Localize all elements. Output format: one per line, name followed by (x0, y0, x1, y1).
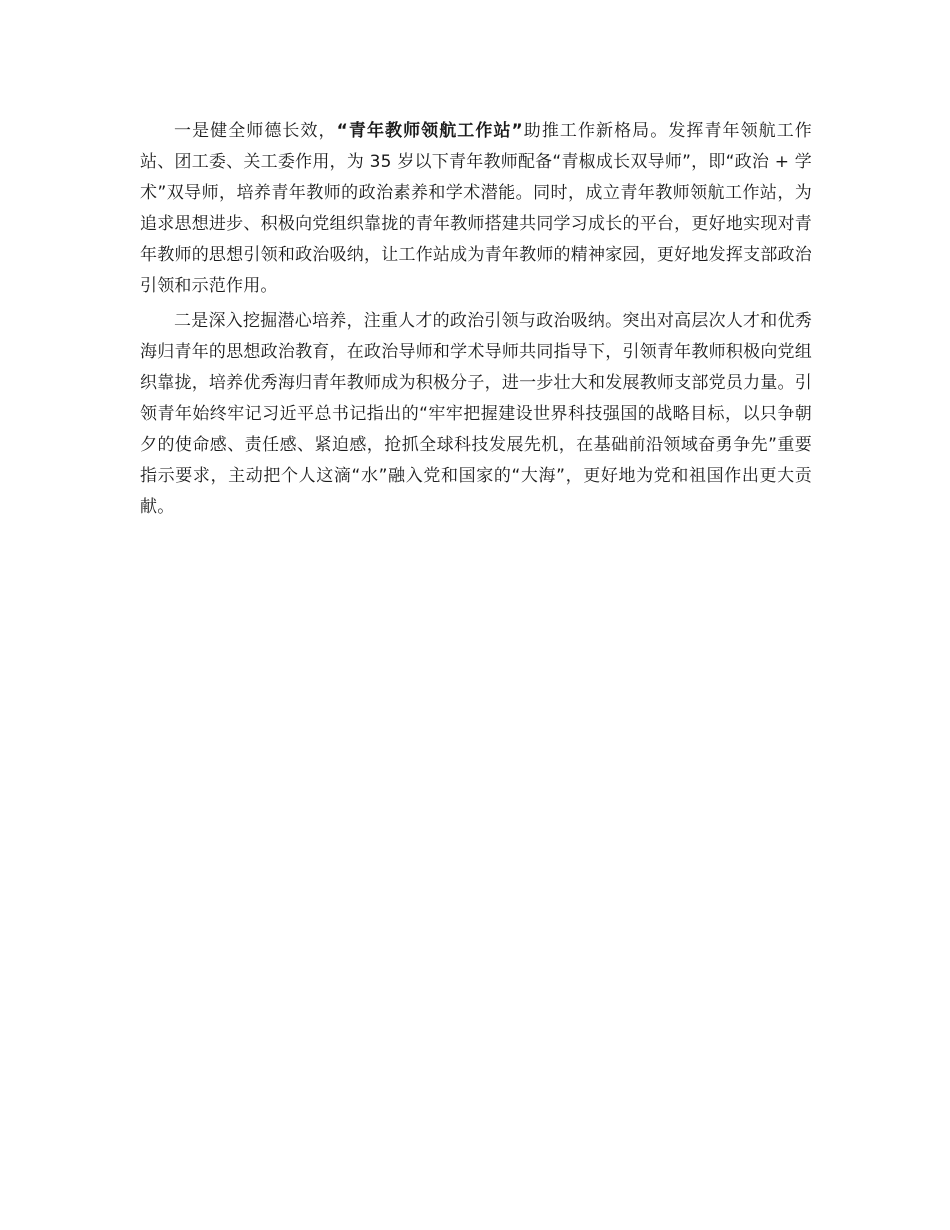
document-body (140, 116, 812, 523)
paragraph-1-lead: 一是健全师德长效， (174, 121, 337, 141)
paragraph-1-text: 助推工作新格局。发挥青年领航工作站、团工委、关工委作用，为 35 岁以下青年教师配备“青椒成长双导师”，即“政治 + 学术”双导师，培养青年教师的政治素养和学术潜能。同时，成立青年教师领航工作站，为追求思想进步、积极向党组织靠拢的青年教师搭建共同学习成长的平台，更好地实现对青年教师的思想引领和政治吸纳，让工作站成为青年教师的精神家园，更好地发挥支部政治引领和示范作用。 (140, 121, 813, 296)
paragraph-2-text: 二是深入挖掘潜心培养，注重人才的政治引领与政治吸纳。突出对高层次人才和优秀海归青年的思想政治教育，在政治导师和学术导师共同指导下，引领青年教师积极向党组织靠拢，培养优秀海归青年教师成为积极分子，进一步壮大和发展教师支部党员力量。引领青年始终牢记习近平总书记指出的“牢牢把握建设世界科技强国的战略目标，以只争朝夕的使命感、责任感、紧迫感，抢抓全球科技发展先机，在基础前沿领域奋勇争先”重要指示要求，主动把个人这滴“水”融入党和国家的“大海”，更好地为党和祖国作出更大贡献。 (140, 311, 812, 517)
paragraph-1 (140, 116, 812, 302)
paragraph-1-emphasis: “青年教师领航工作站” (336, 121, 523, 141)
paragraph-2 (140, 306, 812, 523)
